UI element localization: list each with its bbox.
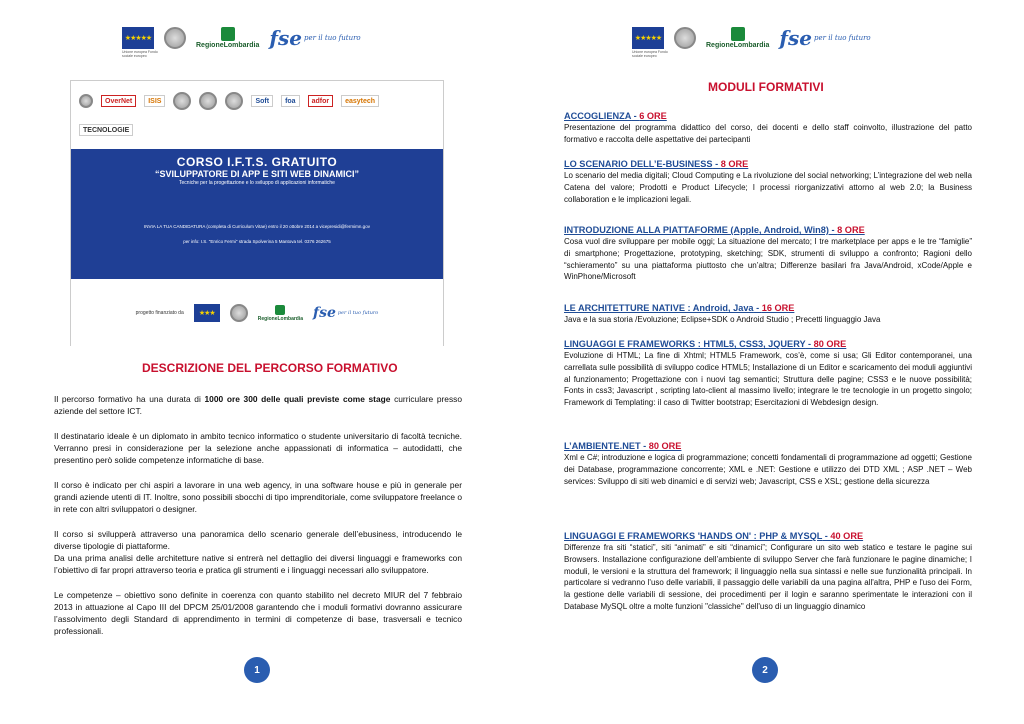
right-logo-bar	[632, 26, 871, 58]
sponsor-logo: OverNet	[101, 95, 136, 107]
module-php: LINGUAGGI E FRAMEWORKS 'HANDS ON' : PHP & MYSQL - 40 ORE Differenze fra siti “statici”, siti “animati” e siti “dinamici”; Configurare un sito web statico e testare le pagine sui Browsers. Installazione configurazione dell’ambiente di sviluppo Server che farà funzionare le pagine dinamiche; I moduli, le versioni e la struttura del framework; il linguaggio nella sua sintassi e nelle sue funzionalità principali. In particolare si vedranno l'uso delle variabili, il passaggio delle variabili da una pagina all'altra, PHP e l'uso dei Form, la gestione delle variabili di sessione, dei procedimenti per il login e saranno sperimentate le interazioni con il Database MySQL oltre a molte funzioni "classiche" dell'uso di un linguaggio dinamico	[564, 531, 972, 611]
module-ebusiness: LO SCENARIO DELL’E-BUSINESS - 8 ORE Lo scenario del media digitali; Cloud Computing e La rivoluzione del social networking; L’integrazione del web nella Catena del valore; Prodotti e Product Lifecycle; I processi riorganizzativi attorno al web 2.0; la Business collaboration e le implicazioni legali.	[564, 159, 972, 204]
eu-flag-logo: ★★★★★ Unione europea Fondo sociale europeo	[122, 27, 154, 49]
module-html5: LINGUAGGI E FRAMEWORKS : HTML5, CSS3, JQUERY - 80 ORE Evoluzione di HTML; La fine di Xhtml; HTML5 Framework, cos’è, come si usa; Gli Editor contemporanei, una carrellata sulle possibilità di sviluppo codice HTML5; Installazione di un Editor e scaricamento dei moduli aggiuntivi al funzionamento; Progettazione con i nuovi tag semantici; Struttura delle pagine; CSS3 e le nuove possibilità; Fonts in css3; Javascript , scripting lato-client al massimo livello; integrare le tre tecnologie in un progetto singolo; Framework di Templating: il caso di Twitter bootstrap; Esercitazioni di Webdesign design.	[564, 339, 972, 408]
regione-lombardia-logo: RegioneLombardia	[706, 27, 769, 49]
paragraph-duration: Il percorso formativo ha una durata di 1000 ore 300 delle quali previste come stage curriculare presso aziende del settore ICT.	[54, 394, 462, 416]
sponsor-logo: Soft	[251, 95, 273, 107]
sponsor-logo: ISIS	[144, 95, 165, 107]
sponsor-logo: foa	[281, 95, 300, 107]
paragraph-competences: Le competenze – obiettivo sono definite in coerenza con quanto stabilito nel decreto MIUR del 7 febbraio 2013 in attuazione al Capo III del DPCM 25/01/2008 garantendo che i moduli formativi dovranno assicurare l’assolvimento degli Standard di apprendimento in termini di competenze di base, trasversali e tecnico professionali.	[54, 590, 462, 636]
course-flyer-image	[70, 80, 444, 346]
module-dotnet: L’AMBIENTE.NET - 80 ORE Xml e C#; introduzione e logica di programmazione; concetti fondamentali di programmazione ad oggetti; Gestione dei Database, programmazione concorrente; XML e .NET: Gestione e utilizzo dei DTD XML ; ASP .NET – Web services: Sviluppo di siti web dinamici e di servizi web; Javascript, CSS e XSL; gestione della sicurezza	[564, 441, 972, 486]
eu-flag-logo: ★★★★★ Unione europea Fondo sociale europeo	[632, 27, 664, 49]
module-platforms: INTRODUZIONE ALLA PIATTAFORME (Apple, Android, Win8) - 8 ORE Cosa vuol dire sviluppare per mobile oggi; La situazione del mercato; I tre marketplace per apps e le tre “famiglie” di smartphone; Progettazione, prototyping, sketching; SDK, strumenti di sviluppo a confronto; Ragioni dello “schieramento” su una piattaforma piuttosto che un’altra; Differenze basilari fra Java/Android, xCode/Apple e WinPhone/Microsoft	[564, 225, 972, 282]
left-logo-bar	[122, 26, 361, 58]
fse-logo: fse per il tuo futuro	[779, 26, 871, 50]
modules-heading: MODULI FORMATIVI	[708, 80, 824, 94]
page-number: 1	[244, 657, 270, 683]
paragraph-architectures: Da una prima analisi delle architetture native si entrerà nel dettaglio dei diversi linguaggi e frameworks con l’obiettivo di far propri attraverso teoria e pratica gli strumenti e i linguaggi necessari allo sviluppatore.	[54, 553, 462, 575]
sponsor-logo: adfor	[308, 95, 334, 107]
sponsor-logo: TECNOLOGIE	[79, 124, 133, 136]
flyer-banner: CORSO I.F.T.S. GRATUITO “SVILUPPATORE DI APP E SITI WEB DINAMICI” Tecniche per la progettazione e lo sviluppo di applicazioni informatiche INVIA LA TUA CANDIDATURA (completa di Curriculum Vitae) entro il 20 ottobre 2014 a vicepresidi@fermimn.gov per info: I.S. "Enrico Fermi" strada Spolverina 5 Mantova tel. 0376 262675	[71, 149, 443, 279]
flyer-funding: progetto finanziato da ★★★ RegioneLombardia fse per il tuo futuro	[71, 279, 443, 347]
sponsor-logos	[71, 81, 443, 147]
module-native: LE ARCHITETTURE NATIVE : Android, Java - 16 ORE Java e la sua storia /Evoluzione; Eclipse+SDK o Android Studio ; Precetti linguaggio Java	[564, 303, 881, 324]
fse-logo: fse per il tuo futuro	[269, 26, 361, 50]
paragraph-overview: Il corso si svilupperà attraverso una panoramica dello scenario generale dell’ebusiness, introducendo le diverse tipologie di piattaforme.	[54, 529, 462, 551]
paragraph-target: Il destinatario ideale è un diplomato in ambito tecnico informatico o studente universitario di facoltà tecniche. Verranno presi in considerazione per la selezione anche appassionati di informatica – autodidatti, che presentino però solide competenze informatiche di base.	[54, 431, 462, 465]
regione-lombardia-logo: RegioneLombardia	[196, 27, 259, 49]
module-accoglienza: ACCOGLIENZA - 6 ORE Presentazione del programma didattico del corso, dei docenti e dello staff coinvolto, illustrazione del patto formativo e raccolta delle aspettative dei partecipanti	[564, 111, 972, 144]
republic-seal-logo	[674, 27, 696, 49]
republic-seal-logo	[164, 27, 186, 49]
paragraph-career: Il corso è indicato per chi aspiri a lavorare in una web agency, in una software house e più in generale per grandi aziende utenti di IT. Inoltre, sono possibili sbocchi di tipo imprenditoriale, come sviluppatore freelance o in rete con altri sviluppatori o designer.	[54, 480, 462, 514]
page-number: 2	[752, 657, 778, 683]
sponsor-logo: easytech	[341, 95, 379, 107]
description-heading: DESCRIZIONE DEL PERCORSO FORMATIVO	[142, 361, 398, 375]
